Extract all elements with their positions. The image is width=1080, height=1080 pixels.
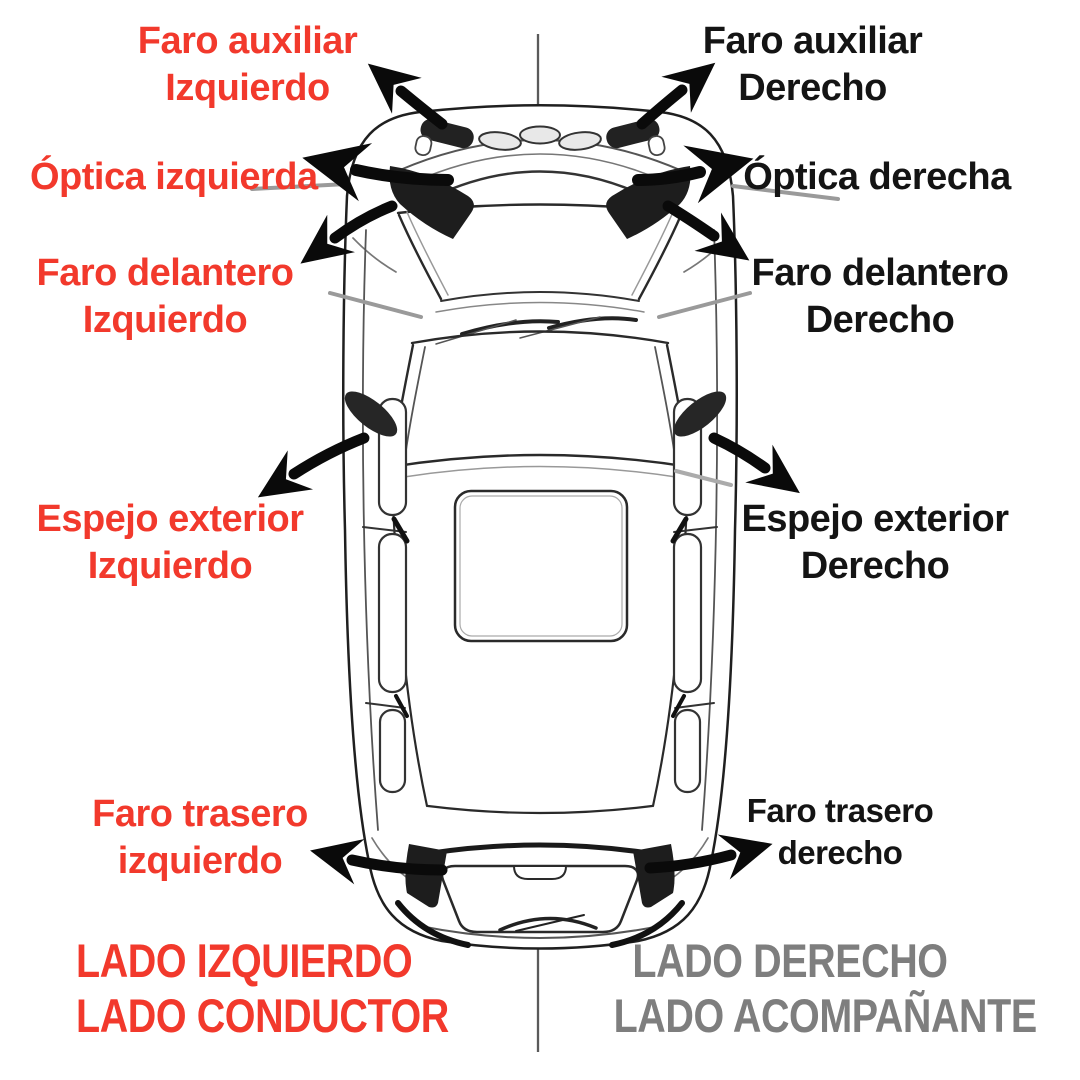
- car-body-outline: [343, 105, 736, 948]
- label-optica-derecha: Óptica derecha: [743, 156, 1011, 198]
- label-faro-delantero-izquierdo: Faro delantero Izquierdo: [36, 252, 294, 342]
- label-optica-izquierda: Óptica izquierda: [30, 156, 318, 198]
- label-faro-auxiliar-derecho: Faro auxiliar Derecho: [702, 20, 923, 110]
- sunroof: [455, 491, 627, 641]
- label-faro-trasero-izquierdo: Faro trasero izquierdo: [92, 793, 308, 883]
- label-faro-auxiliar-izquierdo: Faro auxiliar Izquierdo: [137, 20, 358, 110]
- footer-lado-derecho: LADO DERECHO LADO ACOMPAÑANTE: [613, 934, 1037, 1042]
- label-espejo-exterior-derecho: Espejo exterior Derecho: [741, 498, 1009, 588]
- label-faro-delantero-derecho: Faro delantero Derecho: [751, 252, 1009, 342]
- label-espejo-exterior-izquierdo: Espejo exterior Izquierdo: [36, 498, 304, 588]
- label-faro-trasero-derecho: Faro trasero derecho: [746, 792, 934, 871]
- footer-lado-izquierdo: LADO IZQUIERDO LADO CONDUCTOR: [76, 934, 449, 1042]
